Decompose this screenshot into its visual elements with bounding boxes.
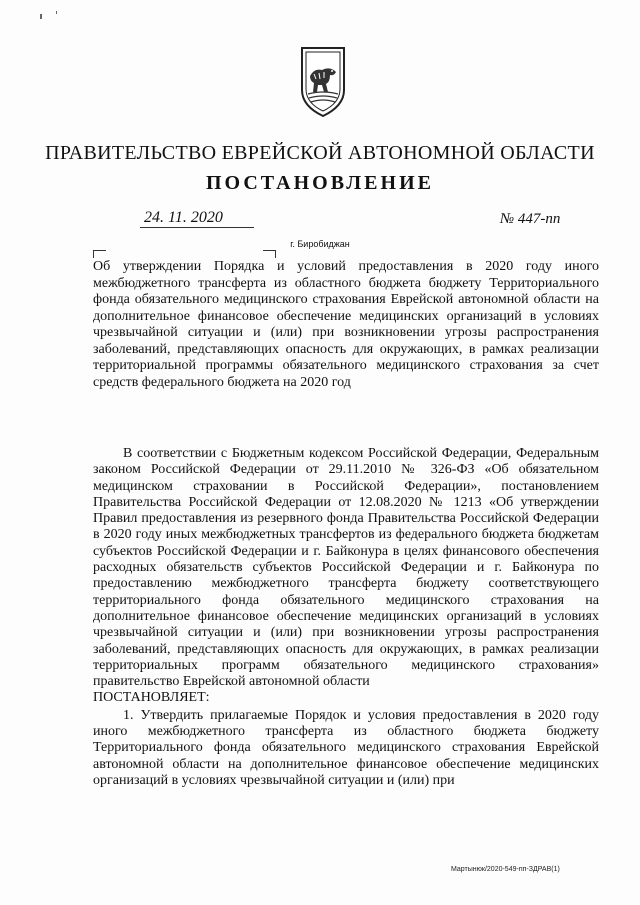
city-line: г. Биробиджан <box>290 239 350 249</box>
scan-speck <box>56 11 57 14</box>
document-number: № 447-пп <box>500 211 561 227</box>
document-date: 24. 11. 2020 <box>140 209 254 228</box>
resolves-line: ПОСТАНОВЛЯЕТ: <box>93 690 210 706</box>
title-bracket-left <box>93 250 106 258</box>
title-bracket-right <box>263 250 276 258</box>
document-title: Об утверждении Порядка и условий предоставления в 2020 году иного межбюджетного трансферта из областного бюджета бюджету Территориального фонда обязательного медицинского страхования Еврейской автономной области на дополнительное финансовое обеспечение медицинских организаций в условиях чрезвычайной ситуации и (или) при возникновении угрозы распространения заболеваний, представляющих опасность для окружающих, в рамках реализации территориальной программы обязательного медицинского страхования за счет средств федерального бюджета на 2020 год <box>93 259 599 390</box>
document-type-heading: ПОСТАНОВЛЕНИЕ <box>206 172 434 194</box>
file-reference: Мартынюк/2020-549-пп-ЗДРАВ(1) <box>451 866 560 873</box>
government-heading: ПРАВИТЕЛЬСТВО ЕВРЕЙСКОЙ АВТОНОМНОЙ ОБЛАСТИ <box>45 142 595 164</box>
coat-of-arms-icon <box>300 46 346 120</box>
scan-speck <box>40 14 42 19</box>
item-1-paragraph: 1. Утвердить прилагаемые Порядок и условия предоставления в 2020 году иного межбюджетного трансферта из областного бюджета бюджету Территориального фонда обязательного медицинского страхования Еврейской автономной области на дополнительное финансовое обеспечение медицинских организаций в условиях чрезвычайной ситуации и (или) при <box>93 707 599 788</box>
document-body <box>93 446 599 789</box>
preamble-paragraph: В соответствии с Бюджетным кодексом Российской Федерации, Федеральным законом Российской Федерации от 29.11.2010 № 326-ФЗ «Об обязательном медицинском страховании в Российской Федерации», постановлением Правительства Российской Федерации от 12.08.2020 № 1213 «Об утверждении Правил предоставления из резервного фонда Правительства Российской Федерации в 2020 году иных межбюджетных трансфертов из федерального бюджета бюджетам субъектов Российской Федерации и г. Байконура в целях финансового обеспечения расходных обязательств субъектов Российской Федерации и г. Байконура по предоставлению межбюджетного трансферта бюджету соответствующего территориального фонда обязательного медицинского страхования на дополнительное финансовое обеспечение медицинских организаций в условиях чрезвычайной ситуации и (или) при возникновении угрозы распространения заболеваний, представляющих опасность для окружающих, в рамках реализации территориальных программ обязательного медицинского страхования» правительство Еврейской автономной области <box>93 446 599 690</box>
